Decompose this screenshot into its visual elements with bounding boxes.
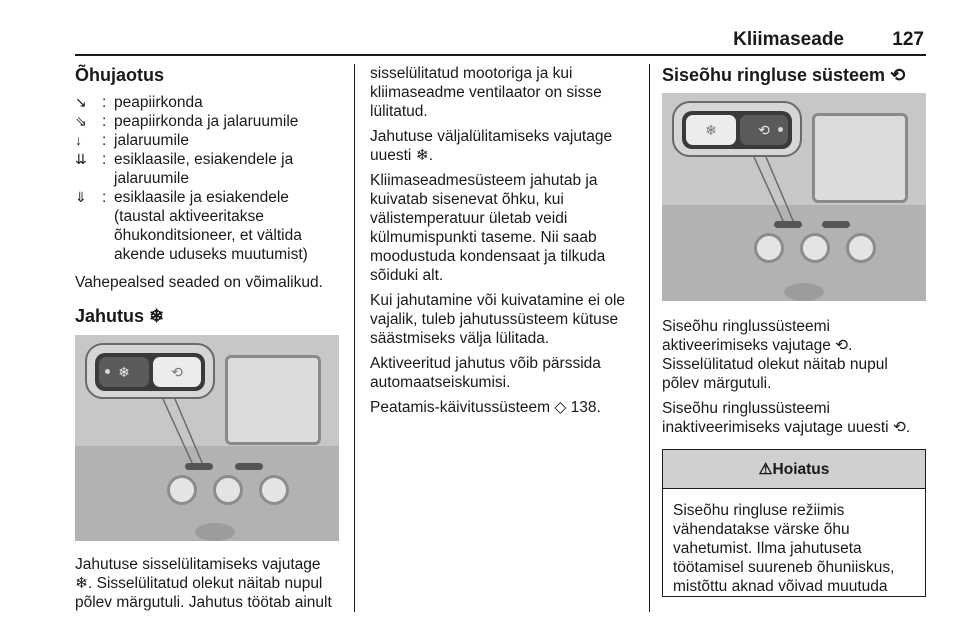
recirculation-icon: ⟲	[892, 419, 906, 436]
column-1	[75, 64, 340, 618]
button-strip	[774, 221, 802, 228]
snowflake-icon: ❄	[149, 306, 165, 326]
snowflake-icon: ❄	[75, 575, 88, 592]
gear-knob	[784, 283, 824, 301]
definition-text: esiklaasile, esiakendele ja jalaruumile	[114, 151, 294, 187]
head-feet-icon: ⇘	[75, 113, 87, 129]
windscreen-feet-icon: ⇊	[75, 151, 87, 167]
recirculation-icon: ⟲	[835, 337, 849, 354]
button-strip	[185, 463, 213, 470]
snowflake-icon: ❄	[705, 121, 717, 138]
column-3	[662, 64, 926, 597]
column-divider-2	[649, 64, 650, 612]
page-reference-icon: ◇	[554, 399, 567, 416]
snowflake-icon: ❄	[415, 147, 429, 164]
definition-text: jalaruumile	[114, 132, 189, 149]
recirc-deactivate-paragraph: Siseõhu ringlussüsteemi inaktiveerimiseks vajutage uuesti ⟲.	[662, 400, 911, 436]
definition-colon: :	[102, 94, 107, 111]
paragraph-6: Peatamis-käivitussüsteem ◇ 138.	[370, 399, 601, 416]
paragraph-4: Kui jahutamine või kuivatamine ei ole vajalik, tuleb jahutussüsteem kütuse säästmiseks välja lülitada.	[370, 292, 626, 347]
recirc-activate-paragraph: Siseõhu ringlussüsteemi aktiveerimiseks vajutage ⟲. Sisselülitatud olekut näitab nupul põlev märgutuli.	[662, 318, 888, 392]
page-number: 127	[892, 29, 924, 50]
button-strip-2	[235, 463, 263, 470]
recirculation-icon: ⟲	[758, 121, 770, 138]
gear-knob	[195, 523, 235, 541]
snowflake-icon: ❄	[118, 363, 130, 380]
definition-colon: :	[102, 113, 107, 130]
warning-header	[663, 450, 925, 489]
distribution-knob[interactable]	[800, 233, 830, 263]
page-reference-link[interactable]: 138.	[570, 399, 601, 416]
windscreen-icon: ⇓	[75, 189, 87, 205]
air-distribution-item	[75, 188, 340, 264]
column-2	[370, 64, 636, 423]
air-distribution-item	[75, 93, 340, 112]
feet-icon: ↘	[75, 94, 87, 110]
cooling-button-photo	[75, 335, 339, 541]
paragraph-2: Jahutuse väljalülitamiseks vajutage uuesti ❄.	[370, 128, 613, 164]
air-distribution-list	[75, 93, 340, 264]
page-header	[75, 20, 926, 56]
temperature-knob[interactable]	[259, 475, 289, 505]
recirculation-icon: ⟲	[890, 65, 906, 85]
intermediate-note: Vahepealsed seaded on võimalikud.	[75, 274, 323, 291]
definition-text: peapiirkonda	[114, 94, 203, 111]
definition-colon: :	[102, 132, 107, 149]
air-distribution-item	[75, 112, 340, 131]
air-distribution-heading: Õhujaotus	[75, 65, 164, 85]
recirculation-button-photo	[662, 93, 926, 301]
cooling-caption: Jahutuse sisselülitamiseks vajutage ❄. Sisselülitatud olekut näitab nupul põlev märgutuli. Jahutus töötab ainult	[75, 556, 332, 611]
paragraph-5: Aktiveeritud jahutus võib pärssida automaatseiskumisi.	[370, 355, 601, 391]
callout-lines	[75, 335, 339, 541]
air-distribution-item	[75, 131, 340, 150]
chapter-title: Kliimaseade	[733, 29, 844, 50]
paragraph-3: Kliimaseadmesüsteem jahutab ja kuivatab sisenevat õhku, kui välistemperatuur ületab veidi külmumispunkti taseme. Nii saab moodustuda kondensaat ja tilkuda sõiduki alt.	[370, 172, 606, 284]
fan-knob[interactable]	[754, 233, 784, 263]
warning-icon: ⚠	[758, 461, 773, 478]
fan-knob[interactable]	[167, 475, 197, 505]
header-rule	[75, 54, 926, 56]
air-distribution-item	[75, 150, 340, 188]
warning-box	[662, 449, 926, 597]
recirculation-heading: Siseõhu ringluse süsteem ⟲	[662, 65, 906, 85]
definition-colon: :	[102, 151, 107, 168]
definition-colon: :	[102, 189, 107, 206]
callout-lines	[662, 93, 926, 301]
column-divider-1	[354, 64, 355, 612]
definition-text: esiklaasile ja esiakendele (taustal aktiveeritakse õhukonditsioneer, et vältida akende uduseks muutumist)	[114, 189, 308, 263]
distribution-knob[interactable]	[213, 475, 243, 505]
paragraph-1: sisselülitatud mootoriga ja kui kliimaseadme ventilaator on sisse lülitatud.	[370, 65, 602, 120]
warning-text: Siseõhu ringluse režiimis vähendatakse värske õhu vahetumist. Ilma jahutuseta töötamisel suureneb õhuniiskus, mistõttu aknad võivad muutuda	[673, 502, 895, 595]
temperature-knob[interactable]	[846, 233, 876, 263]
cooling-heading: Jahutus ❄	[75, 306, 165, 326]
footwell-icon: ↓	[75, 132, 82, 148]
recirculation-icon: ⟲	[171, 363, 183, 380]
button-strip-2	[822, 221, 850, 228]
definition-text: peapiirkonda ja jalaruumile	[114, 113, 299, 130]
warning-title: Hoiatus	[772, 461, 830, 478]
